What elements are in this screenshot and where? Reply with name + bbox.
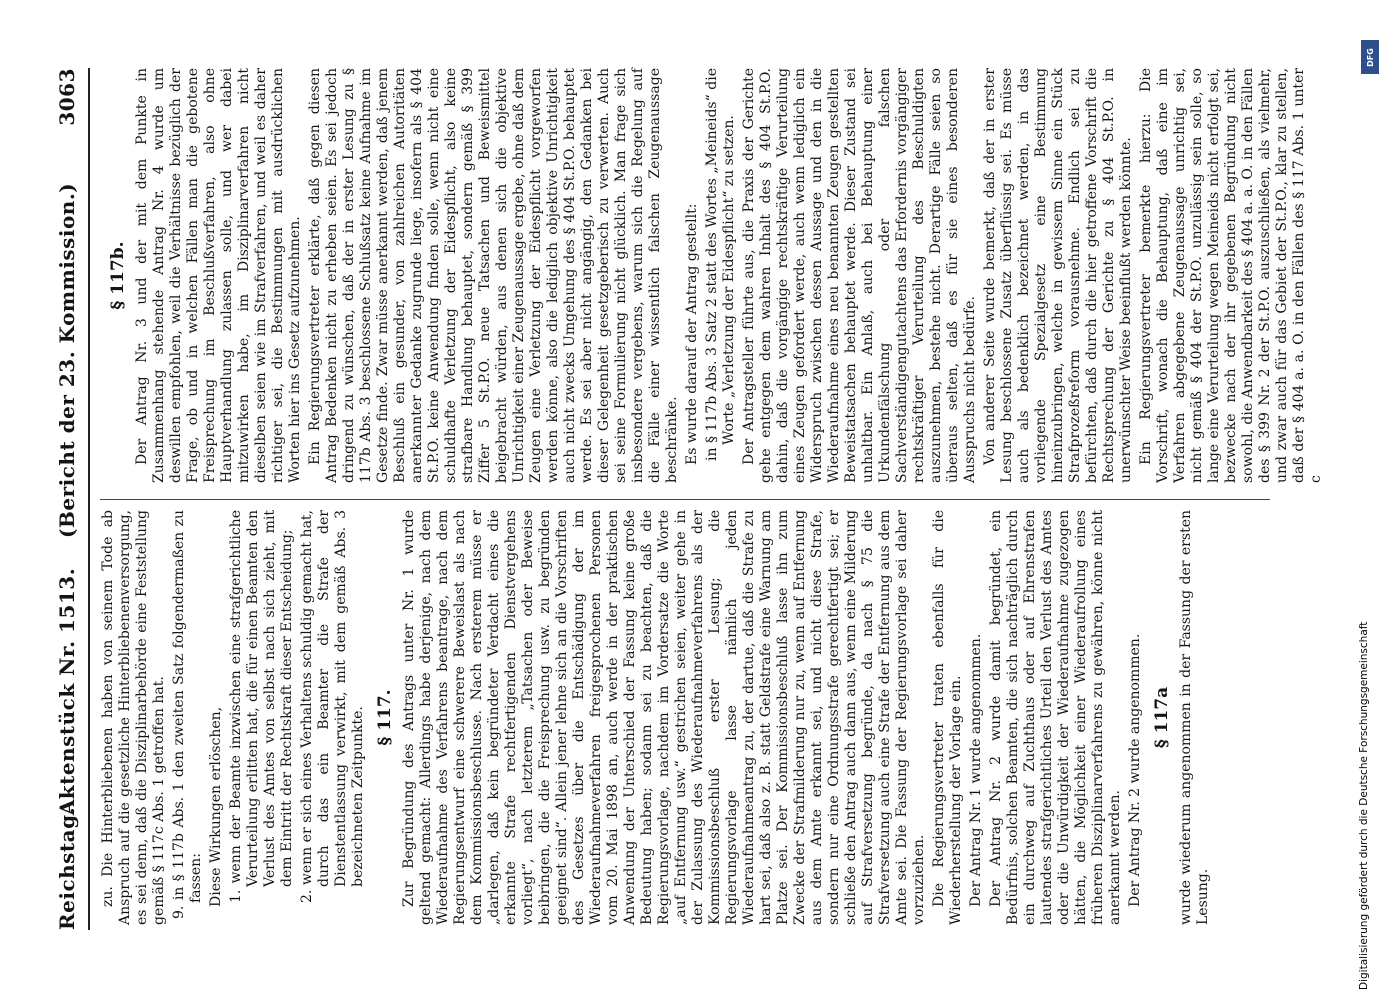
digitization-credit: Digitalisierung gefördert durch die Deutsche Forschungsgemeinschaft (1358, 621, 1370, 990)
page-number: 3063 (55, 68, 79, 126)
paragraph: wurde wiederum angenommen in der Fassung der ersten Lesung. (1178, 510, 1211, 925)
paragraph: Es wurde darauf der Antrag gestellt: (684, 203, 700, 465)
paragraph: Die Regierungsvertreter traten ebenfalls für die Wiederherstellung der Vorlage ein. (931, 510, 964, 925)
list-item: 2. wenn er sich eines Verhaltens schuldig gemacht hat, durch das ein Beamter die Strafe der Dienstentlassung verwirkt, mit dem gemäß Abs. 3 bezeichneten Zeitpunkte. (299, 510, 366, 903)
column-divider (100, 499, 1270, 500)
quoted-motion: in § 117b Abs. 3 Satz 2 statt des Wortes „Meineids“ die Worte „Verletzung der Eidespflicht“ zu setzen. (704, 68, 737, 461)
paragraph: zu. Die Hinterbliebenen haben von seinem Tode ab Anspruch auf die gesetzliche Hinterbliebenenversorgung, es sei denn, daß die Disziplinarbehörde eine Feststellung gemäß § 117c Abs. 1 getroffen hat. (100, 510, 167, 925)
paragraph: Der Antrag Nr. 2 wurde angenommen. (1127, 633, 1143, 907)
right-column (100, 68, 1324, 483)
left-column (100, 510, 1280, 925)
dfg-logo-text: DFG (1365, 47, 1375, 67)
paragraph: Von anderer Seite wurde bemerkt, daß der in erster Lesung beschlossene Zusatz überflüssig sei. Es müsse auch als bedenklich bezeichnet werden, in das vorliegende Spezialgesetz eine Bestimmung hineinzubringen, welche in gewissem Sinne ein Stück Strafprozeßreform vorausnehme. Endlich sei zu befürchten, daß durch die hier getroffene Vorschrift die Rechtsprechung der Gerichte zu § 404 St.P.O. in unerwünschter Weise beeinflußt werden könnte. (982, 68, 1134, 483)
header-left: Reichstag. (55, 806, 79, 930)
list-item: 9. in § 117b Abs. 1 den zweiten Satz folgendermaßen zu fassen: (171, 510, 204, 919)
paragraph: Zur Begründung des Antrags unter Nr. 1 wurde geltend gemacht: Allerdings habe derjenige, nach dem Wiederaufnahme des Verfahrens beantrage, nach dem Regierungsentwurf eine schwerere Beweislast als nach dem Kommissionsbeschlusse. Nach ersterem müsse er „darlegen, daß kein begründeter Verdacht eines die erkannte Strafe rechtfertigenden Dienstvergehens vorliegt“, nach letzterem „Tatsachen oder Beweise beibringen, die die Freisprechung usw. zu begründen geeignet sind“. Allein jener lehne sich an die Vorschriften des Gesetzes über die Entschädigung der im Wiederaufnahmeverfahren freigesprochenen Personen vom 20. Mai 1898 an, auch werde in der praktischen Anwendung der Unterschied der Fassung keine große Bedeutung haben; sodann sei zu beachten, daß die Regierungsvorlage, nachdem im Vordersatze die Worte „auf Entfernung usw.“ gestrichen seien, weiter gehe in der Zulassung des Wiederaufnahmeverfahrens als der Kommissionsbeschluß erster Lesung; die Regierungsvorlage lasse nämlich jeden Wiederaufnahmeantrag zu, der dartue, daß die Strafe zu hart sei, daß also z. B. statt Geldstrafe eine Warnung am Platze sei. Der Kommissionsbeschluß lasse ihn zum Zwecke der Strafmilderung nur zu, wenn auf Entfernung aus dem Amte erkannt sei, und nicht diese Strafe, sondern nur eine Ordnungsstrafe gerechtfertigt sei; er schließe den Antrag auch dann aus, wenn eine Milderung auf Strafversetzung begründe, da nach § 75 die Strafversetzung auch eine Strafe der Entfernung aus dem Amte sei. Die Fassung der Regierungsvorlage sei daher vorzuziehen. (401, 510, 927, 925)
paragraph: Der Antrag Nr. 1 wurde angenommen. (968, 633, 984, 907)
page-header (55, 68, 85, 930)
paragraph: Diese Wirkungen erlöschen, (208, 706, 224, 907)
section-heading: § 117b. (108, 241, 128, 310)
paragraph: Der Antrag Nr. 3 und der mit dem Punkte in Zusammenhang stehende Antrag Nr. 4 wurde um deswillen empfohlen, weil die Verhältnisse bezüglich der Frage, ob und in welchen Fällen man die gebotene Freisprechung im Beschlußverfahren, also ohne Hauptverhandlung zulassen solle, und wer dabei mitzuwirken habe, im Disziplinarverfahren nicht dieselben seien wie im Strafverfahren, und weil es daher richtiger sei, die Bestimmungen mit ausdrücklichen Worten hier ins Gesetz aufzunehmen. (134, 68, 303, 483)
paragraph: Ein Regierungsvertreter erklärte, daß gegen diesen Antrag Bedenken nicht zu erheben seien. Es sei jedoch dringend zu wünschen, daß der in erster Lesung zu § 117b Abs. 3 beschlossene Schlußsatz keine Aufnahme im Gesetze finde. Zwar müsse anerkannt werden, daß jenem Beschluß ein gesunder, von zahlreichen Autoritäten anerkannter Gedanke zugrunde liege, insofern als § 404 St.P.O. keine Anwendung finden solle, wenn nicht eine schuldhafte Verletzung der Eidespflicht, also keine strafbare Handlung behauptet, sondern gemäß § 399 Ziffer 5 St.P.O. neue Tatsachen und Beweismittel beigebracht würden, aus denen sich die objektive Unrichtigkeit einer Zeugenaussage ergebe, ohne daß dem Zeugen eine Verletzung der Eidespflicht vorgeworfen werden könne, also die lediglich objektive Unrichtigkeit auch nicht zwecks Umgehung des § 404 St.P.O. behauptet werde. Es sei aber nicht angängig, den Gedanken bei dieser Gelegenheit gesetzgeberisch zu verwerten. Auch sei seine Formulierung nicht glücklich. Man frage sich insbesondere vergebens, warum sich die Regelung auf die Fälle einer wissentlich falschen Zeugenaussage beschränke. (307, 68, 680, 483)
section-heading: § 117. (375, 689, 395, 746)
dfg-logo (1361, 40, 1379, 74)
paragraph: Der Antragsteller führte aus, die Praxis der Gerichte gehe entgegen dem wahren Inhalt des § 404 St.P.O. dahin, daß die vorgängige rechtskräftige Verurteilung eines Zeugen gefordert werde, auch wenn lediglich ein Widerspruch zwischen dessen Aussage und den in die Wiederaufnahme eines neu benannten Zeugen gestellten Beweistatsachen behauptet werde. Dieser Zustand sei unhaltbar. Ein Anlaß, auch bei Behauptung einer Urkundenfälschung oder falschen Sachverständigengutachtens das Erfordernis vorgängiger rechtskräftiger Verurteilung des Beschuldigten auszunehmen, bestehe nicht. Derartige Fälle seien so überaus selten, daß es für sie eines besonderen Ausspruchs nicht bedürfe. (741, 68, 978, 483)
header-rule (88, 68, 90, 930)
paragraph: Ein Regierungsvertreter bemerkte hierzu: Die Vorschrift, wonach die Behauptung, daß eine im Verfahren abgegebene Zeugenaussage unrichtig sei, nicht gemäß § 404 der St.P.O. unzulässig sein solle, so lange eine Verurteilung wegen Meineids nicht erfolgt sei, bezwecke nach der ihr gegebenen Begründung nicht sowohl, die Anwendbarkeit des § 404 a. a. O. in den Fällen des § 399 Nr. 2 der St.P.O. auszuschließen, als vielmehr, und zwar auch für das Gebiet der St.P.O., klar zu stellen, daß der § 404 a. a. O. in den Fällen des § 117 Abs. 1 unter c (1138, 68, 1324, 483)
list-item: 1. wenn der Beamte inzwischen eine strafgerichtliche Verurteilung erlitten hat, die für einen Beamten den Verlust des Amtes von selbst nach sich zieht, mit dem Eintritt der Rechtskraft dieser Entscheidung; (228, 510, 295, 903)
section-heading: § 117a (1152, 686, 1172, 749)
paragraph: Der Antrag Nr. 2 wurde damit begründet, ein Bedürfnis, solchen Beamten, die sich nachträglich durch ein durchweg auf Zuchthaus oder auf Ehrenstrafen lautendes strafgerichtliches Urteil den Verlust des Amtes oder die Unwürdigkeit der Wiederaufnahme zugezogen hätten, die Möglichkeit einer Wiederaufrollung eines früheren Disziplinarverfahrens zu gewähren, könne nicht anerkannt werden. (988, 510, 1123, 925)
header-center (55, 68, 79, 930)
header-report-title: (Bericht der 23. Kommission.) (55, 182, 79, 538)
header-document-number: Aktenstück Nr. 1513. (55, 567, 79, 816)
